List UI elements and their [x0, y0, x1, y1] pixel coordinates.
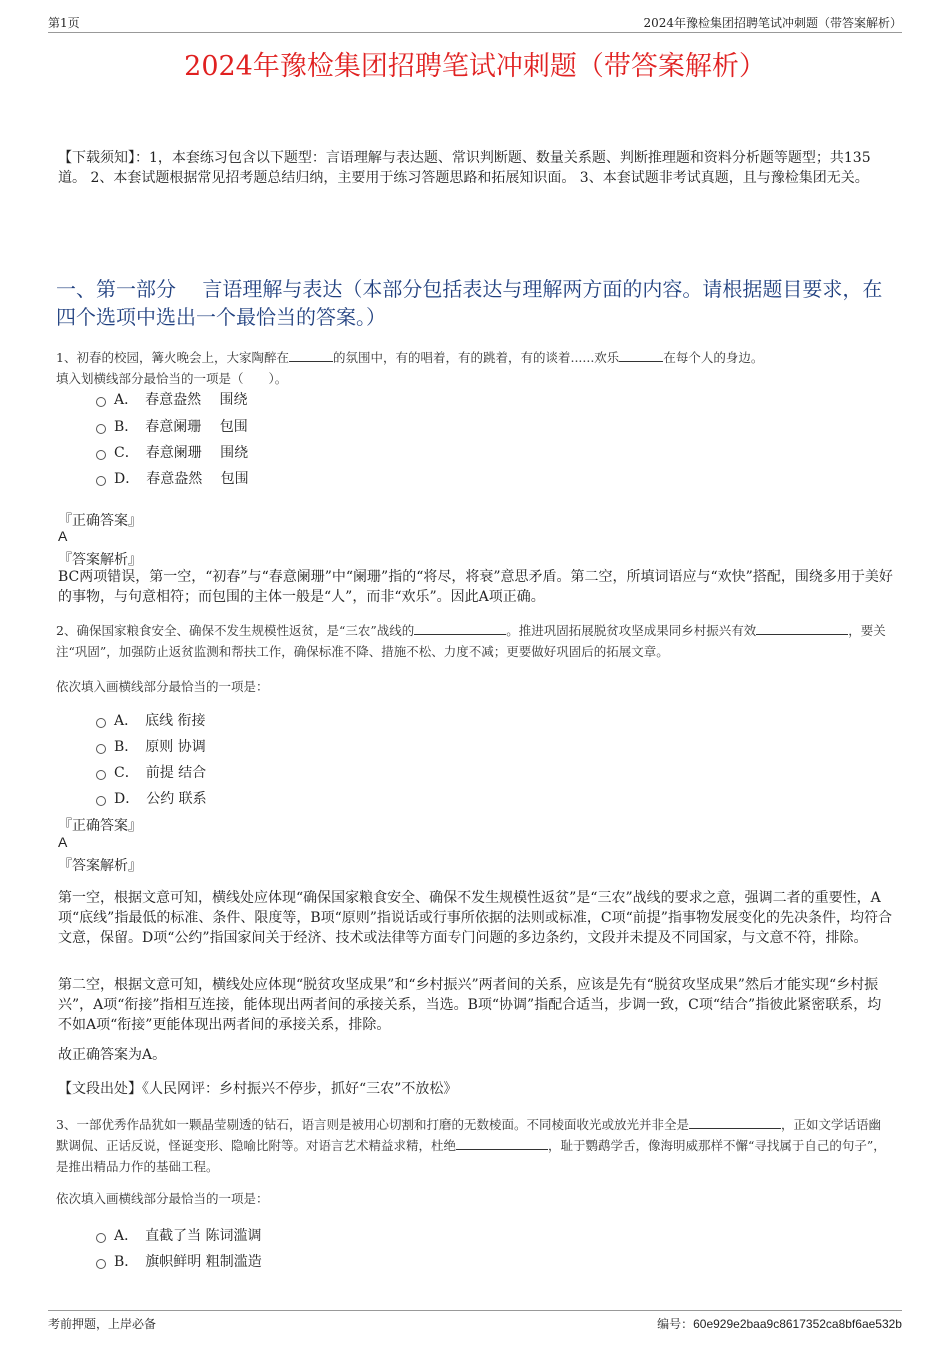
page-title: 2024年豫检集团招聘笔试冲刺题（带答案解析）	[184, 51, 766, 82]
fill-blank	[756, 622, 848, 635]
radio-icon[interactable]	[96, 796, 106, 806]
q2-answer-label: 『正确答案』	[58, 818, 142, 834]
q3-option-a[interactable]: A． 直截了当 陈词滥调	[96, 1225, 262, 1245]
q2-analysis-label: 『答案解析』	[58, 858, 142, 874]
q2-option-b[interactable]: B． 原则 协调	[96, 736, 206, 756]
q1-option-c[interactable]: C． 春意阑珊 围绕	[96, 442, 248, 462]
page-footer	[48, 1310, 902, 1331]
q2-analysis-1: 第一空，根据文意可知，横线处应体现“确保国家粮食安全、确保不发生规模性返贫”是“三农”战线的要求之意，强调二者的重要性，A项“底线”指最低的标准、条件、限度等，B项“原则”指说话或行事所依据的法则或标准，C项“前提”指事物发展变化的先决条件，均符合文意，保留。D项“公约”指国家间关于经济、技术或法律等方面专门问题的多边条约，文段并未提及不同国家，与文意不符，排除。	[58, 890, 892, 946]
q2-option-c[interactable]: C． 前提 结合	[96, 762, 206, 782]
page-header	[48, 14, 902, 33]
radio-icon[interactable]	[96, 770, 106, 780]
q1-stem-part: 1、初春的校园，篝火晚会上，大家陶醉在	[56, 350, 289, 365]
q2-analysis-2: 第二空，根据文意可知，横线处应体现“脱贫攻坚成果”和“乡村振兴”两者间的关系，应该是先有“脱贫攻坚成果”然后才能实现“乡村振兴”，A项“衔接”指相互连接，能体现出两者间的承接关系，当选。B项“协调”指配合适当，步调一致，C项“结合”指彼此紧密联系，均不如A项“衔接”更能体现出两者间的承接关系，排除。	[58, 977, 882, 1033]
fill-blank	[456, 1137, 548, 1150]
q1-option-a[interactable]: A． 春意盎然 围绕	[96, 389, 248, 409]
header-doc-title: 2024年豫检集团招聘笔试冲刺题（带答案解析）	[643, 16, 902, 30]
q2-conclusion: 故正确答案为A。	[58, 1047, 167, 1063]
q2-answer: A	[58, 834, 68, 850]
q1-analysis: BC两项错误，第一空，“初春”与“春意阑珊”中“阑珊”指的“将尽，将衰”意思矛盾。第二空，所填词语应与“欢快”搭配，围绕多用于美好的事物，与句意相符；而包围的主体一般是“人”，而非“欢乐”。因此A项正确。	[58, 569, 893, 605]
section-heading: 一、第一部分 言语理解与表达（本部分包括表达与理解两方面的内容。请根据题目要求，在四个选项中选出一个最恰当的答案。）	[56, 277, 883, 329]
radio-icon[interactable]	[96, 397, 106, 407]
fill-blank	[289, 349, 333, 362]
footer-slogan: 考前押题，上岸必备	[48, 1317, 157, 1331]
footer-doc-id: 编号：60e929e2baa9c8617352ca8bf6ae532b	[657, 1317, 902, 1331]
q2-option-a[interactable]: A． 底线 衔接	[96, 710, 206, 730]
q1-answer: A	[58, 528, 68, 544]
page-number: 第1页	[48, 16, 80, 30]
q1-stem-part: 的氛围中，有的唱着，有的跳着，有的谈着......欢乐	[332, 350, 620, 365]
q2-prompt: 依次填入画横线部分最恰当的一项是：	[56, 679, 269, 694]
radio-icon[interactable]	[96, 744, 106, 754]
radio-icon[interactable]	[96, 450, 106, 460]
question-3-stem: 3、一部优秀作品犹如一颗晶莹剔透的钻石，语言则是被用心切割和打磨的无数棱面。不同棱面收光或放光并非全是 ，正如文学话语幽默调侃、正话反说，怪诞变形、隐喻比附等。对语言艺术精益求精，杜绝 ，耻于鹦鹉学舌，像海明威那样不懈“寻找属于自己的句子”，是推出精品力作的基础工程。	[56, 1117, 886, 1174]
question-1-stem	[56, 347, 892, 389]
download-notice: 【下载须知】：1，本套练习包含以下题型：言语理解与表达题、常识判断题、数量关系题、判断推理题和资料分析题等题型；共135道。 2、本套试题根据常见招考题总结归纳，主要用于练习答题思路和拓展知识面。 3、本套试题非考试真题，且与豫检集团无关。	[58, 150, 871, 186]
radio-icon[interactable]	[96, 476, 106, 486]
q3-option-b[interactable]: B． 旗帜鲜明 粗制滥造	[96, 1251, 262, 1271]
fill-blank	[689, 1116, 781, 1129]
q1-analysis-label: 『答案解析』	[58, 552, 142, 568]
q2-source: 【文段出处】《人民网评：乡村振兴不停步，抓好“三农”不放松》	[58, 1081, 458, 1097]
q3-prompt: 依次填入画横线部分最恰当的一项是：	[56, 1191, 269, 1206]
q2-option-d[interactable]: D． 公约 联系	[96, 788, 207, 808]
question-2-stem: 2、确保国家粮食安全、确保不发生规模性返贫，是“三农”战线的 。推进巩固拓展脱贫攻坚成果同乡村振兴有效 ，要关注“巩固”，加强防止返贫监测和帮扶工作，确保标准不降、措施不松、力度不减；更要做好巩固后的拓展文章。	[56, 623, 886, 659]
radio-icon[interactable]	[96, 1233, 106, 1243]
fill-blank	[414, 622, 506, 635]
radio-icon[interactable]	[96, 1259, 106, 1269]
q1-answer-label: 『正确答案』	[58, 513, 142, 529]
radio-icon[interactable]	[96, 718, 106, 728]
q1-stem-part: 在每个人的身边。	[663, 350, 764, 365]
q1-option-d[interactable]: D． 春意盎然 包围	[96, 468, 249, 488]
fill-blank	[619, 349, 663, 362]
radio-icon[interactable]	[96, 424, 106, 434]
q1-option-b[interactable]: B． 春意阑珊 包围	[96, 416, 248, 436]
q1-prompt: 填入划横线部分最恰当的一项是（ ）。	[56, 371, 288, 386]
